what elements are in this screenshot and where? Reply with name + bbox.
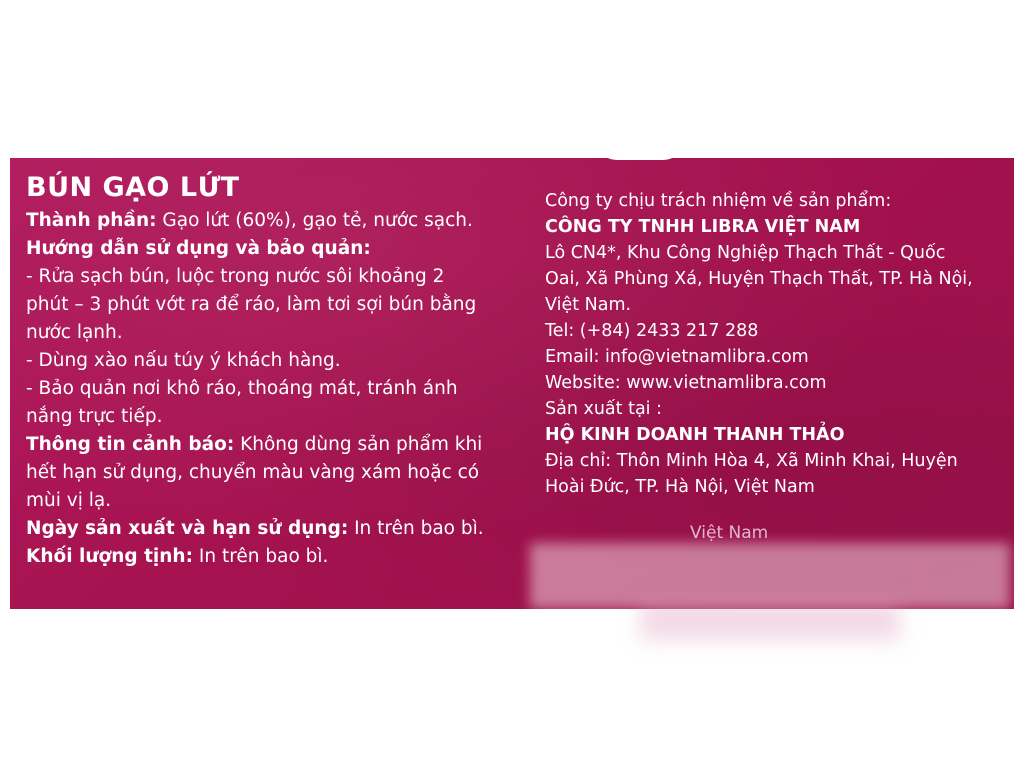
address-line: Việt Nam.	[545, 295, 632, 315]
product-label	[10, 158, 1014, 609]
usage-line: - Bảo quản nơi khô ráo, thoáng mát, tránh ánh	[26, 378, 458, 399]
right-column	[545, 188, 1005, 500]
product-title: BÚN GẠO LỨT	[26, 172, 240, 203]
usage-line: - Dùng xào nấu túy ý khách hàng.	[26, 350, 341, 371]
usage-line: - Rửa sạch bún, luộc trong nước sôi khoảng 2	[26, 266, 445, 287]
date-line	[26, 515, 526, 543]
responsible-label: Công ty chịu trách nhiệm về sản phẩm:	[545, 191, 892, 211]
producer-name: HỘ KINH DOANH THANH THẢO	[545, 425, 845, 445]
weight-line	[26, 543, 526, 571]
label-notch	[595, 158, 685, 160]
usage-line: nắng trực tiếp.	[26, 406, 163, 427]
usage-line: phút – 3 phút vớt ra để ráo, làm tơi sợi bún bằng	[26, 294, 477, 315]
date-label: Ngày sản xuất và hạn sử dụng:	[26, 518, 349, 539]
usage-line: nước lạnh.	[26, 322, 123, 343]
producer-address-line: Hoài Đức, TP. Hà Nội, Việt Nam	[545, 477, 815, 497]
phone-number: Tel: (+84) 2433 217 288	[545, 321, 759, 341]
address-line: Lô CN4*, Khu Công Nghiệp Thạch Thất - Quốc	[545, 243, 946, 263]
website-address: Website: www.vietnamlibra.com	[545, 373, 827, 393]
ingredients-line	[26, 207, 526, 235]
producer-address-line: Địa chỉ: Thôn Minh Hòa 4, Xã Minh Khai, Huyện	[545, 451, 958, 471]
blurred-edge	[640, 600, 900, 640]
made-at-label: Sản xuất tại :	[545, 399, 662, 419]
email-address: Email: info@vietnamlibra.com	[545, 347, 809, 367]
weight-value: In trên bao bì.	[193, 546, 329, 567]
warning-value: Không dùng sản phẩm khi	[234, 434, 483, 455]
warning-label: Thông tin cảnh báo:	[26, 434, 235, 455]
ghost-text: Việt Nam	[690, 523, 769, 543]
address-line: Oai, Xã Phùng Xá, Huyện Thạch Thất, TP. Hà Nội,	[545, 269, 973, 289]
weight-label: Khối lượng tịnh:	[26, 546, 193, 567]
warning-continuation: mùi vị lạ.	[26, 490, 112, 511]
ingredients-value: Gạo lứt (60%), gạo tẻ, nước sạch.	[156, 210, 473, 231]
date-value: In trên bao bì.	[348, 518, 484, 539]
warning-continuation: hết hạn sử dụng, chuyển màu vàng xám hoặc có	[26, 462, 480, 483]
company-name: CÔNG TY TNHH LIBRA VIỆT NAM	[545, 217, 861, 237]
warning-line	[26, 431, 526, 459]
ingredients-label: Thành phần:	[26, 210, 157, 231]
left-column	[26, 172, 526, 571]
usage-heading: Hướng dẫn sử dụng và bảo quản:	[26, 238, 371, 259]
